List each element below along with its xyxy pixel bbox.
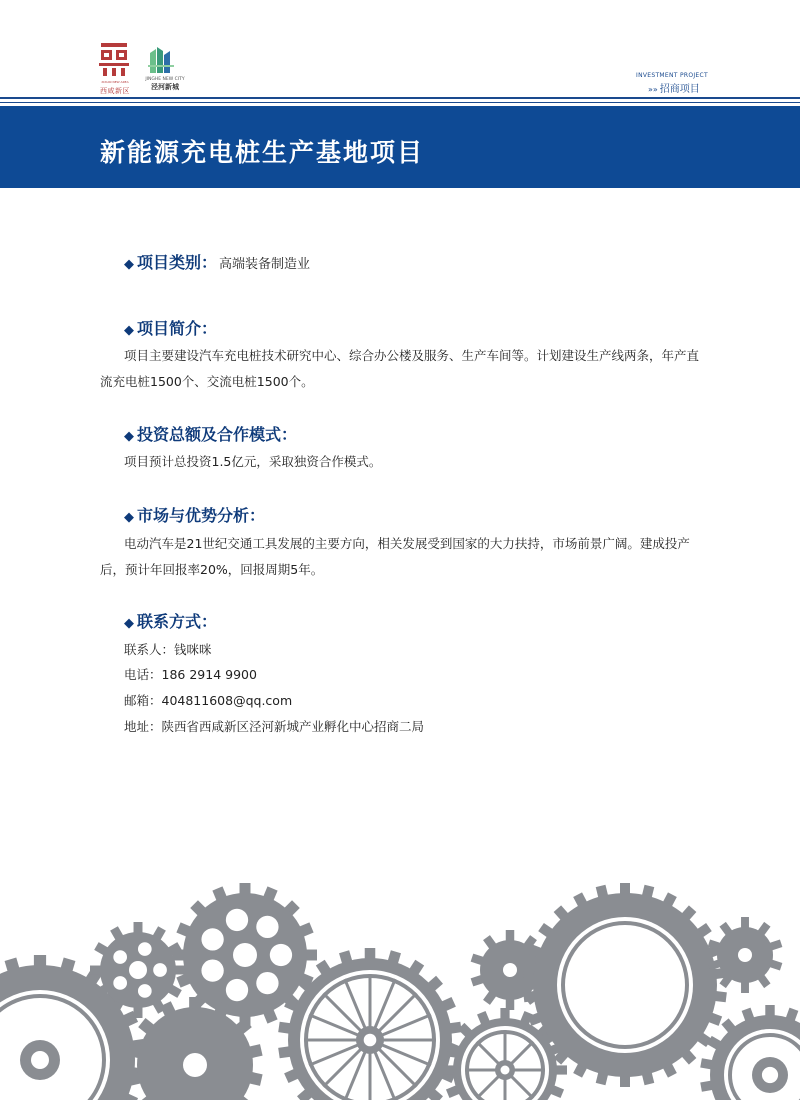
jinghe-logo-text: 泾河新城 [151, 83, 179, 91]
investment-line-1: 项目预计总投资1.5亿元，采取独资合作模式。 [124, 454, 382, 469]
investment-project-label: INVESTMENT PROJECT [636, 72, 708, 79]
section-market [124, 503, 265, 526]
market-line-2: 后，预计年回报率20%，回报周期5年。 [100, 562, 324, 577]
investment-project-cn [648, 80, 700, 95]
contact-person: 联系人：钱咪咪 [124, 642, 212, 657]
xixian-seal-icon [98, 42, 130, 76]
investment-heading: 投资总额及合作模式： [137, 425, 298, 444]
intro-line-2: 流充电桩1500个、交流电桩1500个。 [100, 374, 314, 389]
diamond-bullet-icon: ◆ [124, 257, 134, 272]
category-heading: 项目类别： [137, 253, 218, 272]
investment-paragraph [100, 449, 706, 475]
section-category [124, 250, 310, 273]
category-value: 高端装备制造业 [219, 257, 311, 272]
gears-illustration [0, 860, 800, 1100]
market-line-1: 电动汽车是21世纪交通工具发展的主要方向，相关发展受到国家的大力扶持，市场前景广阔。建成投产 [124, 536, 690, 551]
section-intro [124, 316, 217, 339]
header-divider-thick [0, 97, 800, 99]
section-contact [124, 609, 217, 632]
gear-shape [278, 948, 462, 1100]
intro-line-1: 项目主要建设汽车充电桩技术研究中心、综合办公楼及服务、生产车间等。计划建设生产线两条，年产直 [124, 348, 700, 363]
double-chevron-icon: »» [648, 85, 658, 94]
intro-heading: 项目简介： [137, 319, 218, 338]
contact-address: 地址：陕西省西咸新区泾河新城产业孵化中心招商二局 [124, 719, 425, 734]
contact-phone: 电话：186 2914 9900 [124, 667, 257, 682]
title-banner [0, 106, 800, 188]
jinghe-logo [140, 45, 190, 95]
diamond-bullet-icon: ◆ [124, 323, 134, 338]
diamond-bullet-icon: ◆ [124, 429, 134, 444]
xixian-logo-text: 西咸新区 [100, 87, 130, 95]
investment-project-cn-text: 招商项目 [659, 84, 700, 95]
page-title: 新能源充电桩生产基地项目 [100, 138, 425, 167]
xixian-logo [98, 42, 132, 95]
xixian-logo-english: XIXIAN NEW AREA [101, 80, 129, 84]
contact-email: 邮箱：404811608@qq.com [124, 693, 293, 708]
header-divider-thin [0, 102, 800, 103]
market-paragraph [100, 531, 706, 583]
page-header [0, 0, 800, 100]
contact-heading: 联系方式： [137, 612, 218, 631]
jinghe-logo-english: JINGHE NEW CITY [145, 77, 185, 82]
diamond-bullet-icon: ◆ [124, 510, 134, 525]
diamond-bullet-icon: ◆ [124, 616, 134, 631]
gear-shape [708, 917, 783, 993]
section-investment [124, 422, 297, 445]
jinghe-building-icon [148, 45, 174, 73]
market-heading: 市场与优势分析： [137, 506, 266, 525]
intro-paragraph [100, 343, 706, 395]
